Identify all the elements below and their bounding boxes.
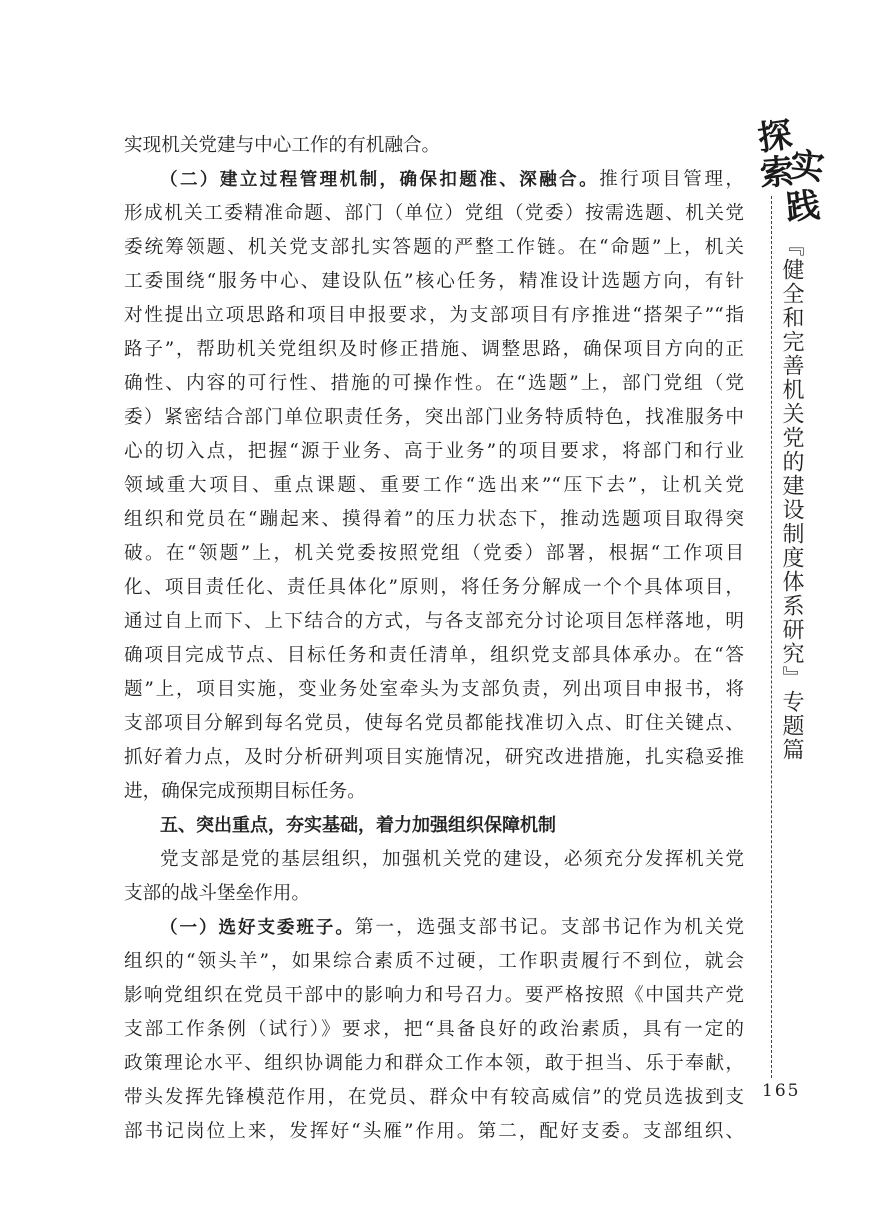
body-line: 带头发挥先锋模范作用，在党员、群众中有较高威信”的党员选拔到支: [124, 1087, 744, 1108]
body-line: 党支部是党的基层组织，加强机关党的建设，必须充分发挥机关党: [160, 849, 744, 870]
body-line: 题”上，项目实施，变业务处室牵头为支部负责，列出项目申报书，将: [124, 679, 744, 700]
body-line: 通过自上而下、上下结合的方式，与各支部充分讨论项目怎样落地，明: [124, 611, 744, 632]
margin-divider: [771, 196, 772, 1078]
section-heading: 五、突出重点，夯实基础，着力加强组织保障机制: [160, 815, 556, 836]
body-line: 进，确保完成预期目标任务。: [124, 781, 366, 802]
body-line: 支部工作条例（试行）》要求，把“具备良好的政治素质，具有一定的: [124, 1019, 744, 1040]
paragraph-heading-line: [160, 912, 744, 944]
body-text: 第一，选强支部书记。支部书记作为机关党: [354, 917, 744, 938]
body-line: 委）紧密结合部门单位职责任务，突出部门业务特质特色，找准服务中: [124, 407, 744, 428]
body-line: 组织和党员在“蹦起来、摸得着”的压力状态下，推动选题项目取得突: [124, 509, 744, 530]
series-seal: [755, 114, 826, 230]
body-line: 支部的战斗堡垒作用。: [124, 883, 310, 904]
body-line: 领域重大项目、重点课题、重要工作“选出来”“压下去”，让机关党: [124, 475, 744, 496]
body-line: 部书记岗位上来，发挥好“头雁”作用。第二，配好支委。支部组织、: [124, 1121, 744, 1142]
body-line: 委统筹领题、机关党支部扎实答题的严整工作链。在“命题”上，机关: [124, 237, 744, 258]
body-line: 政策理论水平、组织协调能力和群众工作本领，敢于担当、乐于奉献，: [124, 1053, 744, 1074]
page-number: 165: [762, 1081, 801, 1101]
seal-char: 索: [758, 151, 796, 195]
body-line: 工委围绕“服务中心、建设队伍”核心任务，精准设计选题方向，有针: [124, 271, 744, 292]
body-line: 组织的“领头羊”，如果综合素质不过硬，工作职责履行不到位，就会: [124, 951, 744, 972]
body-line: 影响党组织在党员干部中的影响力和号召力。要严格按照《中国共产党: [124, 985, 744, 1006]
series-title: 『健全和完善机关党的建设制度体系研究』专题篇: [779, 234, 804, 762]
body-line: 确项目完成节点、目标任务和责任清单，组织党支部具体承办。在“答: [124, 645, 744, 666]
body-line: 化、项目责任化、责任具体化”原则，将任务分解成一个个具体项目，: [124, 577, 744, 598]
seal-char: 实: [788, 145, 826, 189]
body-line: 支部项目分解到每名党员，使每名党员都能找准切入点、盯住关键点、: [124, 713, 744, 734]
body-text: 推行项目管理，: [599, 169, 744, 190]
paragraph-heading-line: [160, 164, 744, 196]
body-line: 抓好着力点，及时分析研判项目实施情况，研究改进措施，扎实稳妥推: [124, 747, 744, 768]
body-line: 心的切入点，把握“源于业务、高于业务”的项目要求，将部门和行业: [124, 441, 744, 462]
body-line: 路子”，帮助机关党组织及时修正措施、调整思路，确保项目方向的正: [124, 339, 744, 360]
subsection-heading: （二）建立过程管理机制，确保扣题准、深融合。: [160, 170, 600, 190]
seal-char: 践: [784, 185, 822, 229]
seal-char: 探: [755, 114, 795, 160]
body-line: 破。在“领题”上，机关党委按照党组（党委）部署，根据“工作项目: [124, 543, 744, 564]
body-line: 实现机关党建与中心工作的有机融合。: [124, 135, 441, 156]
subsection-heading: （一）选好支委班子。: [160, 918, 355, 938]
body-line: 确性、内容的可行性、措施的可操作性。在“选题”上，部门党组（党: [124, 373, 744, 394]
body-line: 对性提出立项思路和项目申报要求，为支部项目有序推进“搭架子”“指: [124, 305, 744, 326]
body-line: 形成机关工委精准命题、部门（单位）党组（党委）按需选题、机关党: [124, 203, 744, 224]
